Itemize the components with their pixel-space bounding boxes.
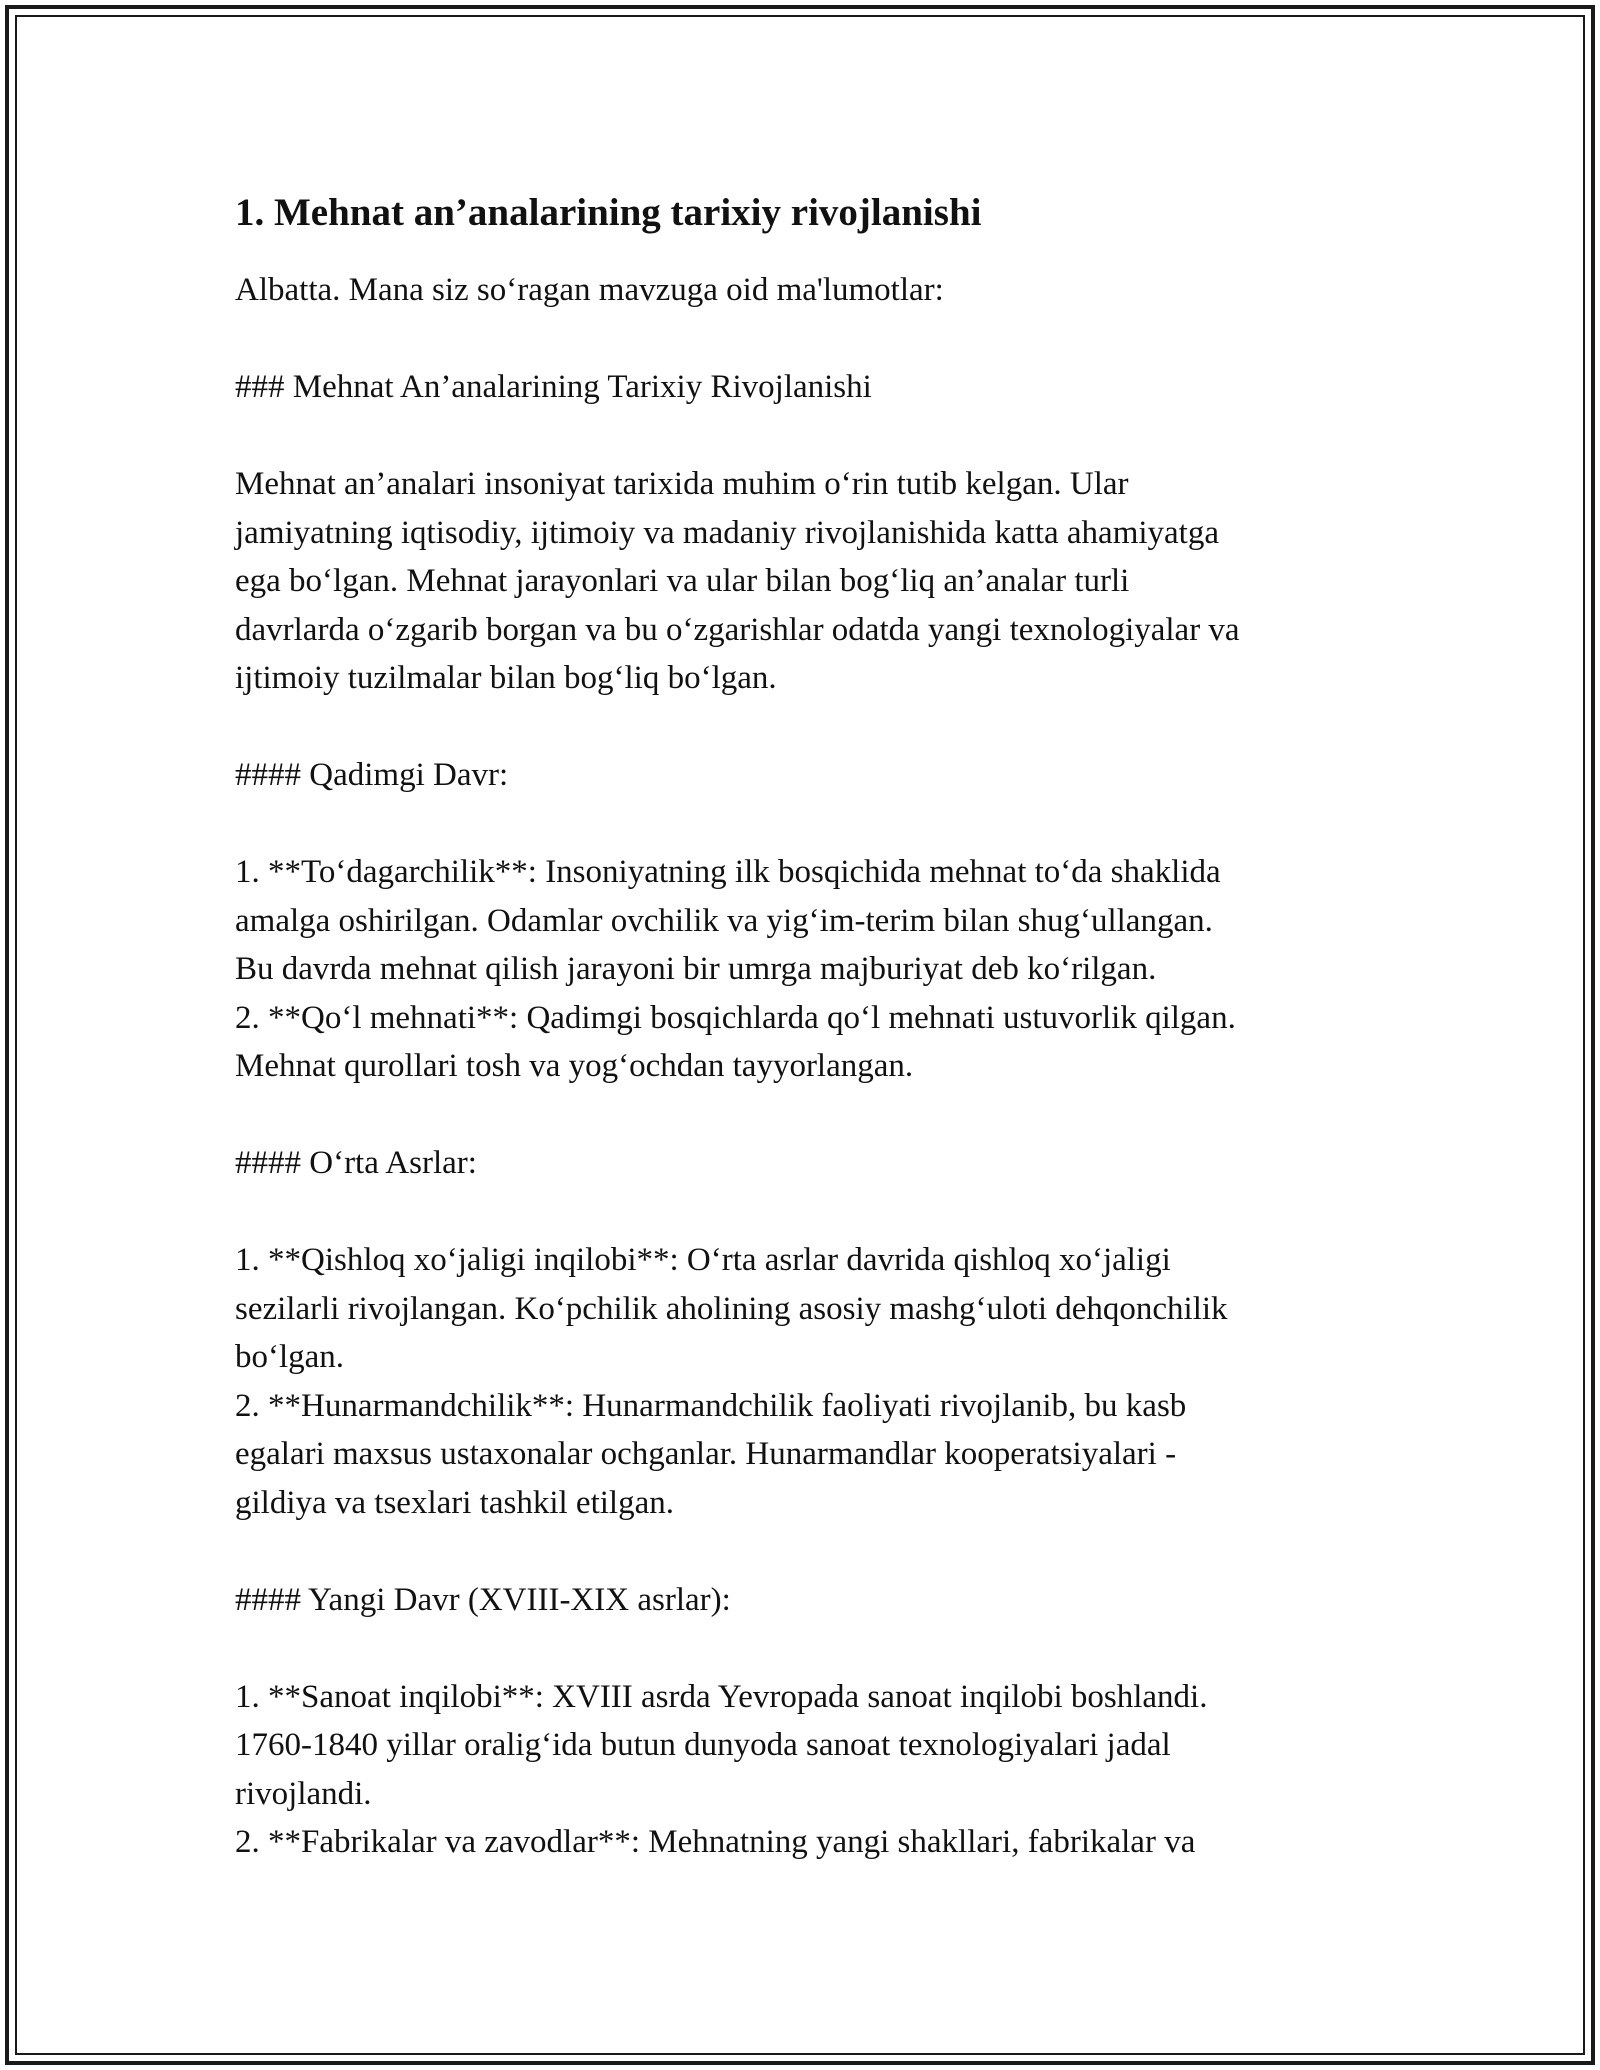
spacer — [235, 800, 1365, 849]
paragraph-line: ega bo‘lgan. Mehnat jarayonlari va ular bilan bog‘liq an’analar turli — [235, 563, 1130, 599]
section-line: 1. **To‘dagarchilik**: Insoniyatning ilk bosqichida mehnat to‘da shaklida — [235, 854, 1221, 890]
section-line: egalari maxsus ustaxonalar ochganlar. Hunarmandlar kooperatsiyalari - — [235, 1436, 1177, 1472]
spacer — [235, 412, 1365, 461]
section-heading: #### O‘rta Asrlar: — [235, 1145, 477, 1181]
paragraph-line: Mehnat an’analari insoniyat tarixida muhim o‘rin tutib kelgan. Ular — [235, 466, 1129, 502]
section-line: 2. **Hunarmandchilik**: Hunarmandchilik faoliyati rivojlanib, bu kasb — [235, 1387, 1187, 1424]
section-line: 1. **Qishloq xo‘jaligi inqilobi**: O‘rta asrlar davrida qishloq xo‘jaligi — [235, 1242, 1171, 1278]
document-body — [235, 180, 1365, 1867]
section-line: rivojlandi. — [235, 1775, 372, 1812]
intro-line: Albatta. Mana siz so‘ragan mavzuga oid ma'lumotlar: — [235, 272, 944, 308]
spacer — [235, 1188, 1365, 1237]
paragraph-line: jamiyatning iqtisodiy, ijtimoiy va madaniy rivojlanishida katta ahamiyatga — [235, 514, 1219, 551]
section-line: 1. **Sanoat inqilobi**: XVIII asrda Yevropada sanoat inqilobi boshlandi. — [235, 1678, 1208, 1715]
section-line: Mehnat qurollari tosh va yog‘ochdan tayyorlangan. — [235, 1048, 914, 1084]
section-line: 1760-1840 yillar oralig‘ida butun dunyoda sanoat texnologiyalari jadal — [235, 1727, 1171, 1763]
spacer — [235, 315, 1365, 364]
spacer — [235, 1091, 1365, 1140]
section-line: amalga oshirilgan. Odamlar ovchilik va yig‘im-terim bilan shug‘ullangan. — [235, 902, 1213, 939]
paragraph-line: davrlarda o‘zgarib borgan va bu o‘zgarishlar odatda yangi texnologiyalar va — [235, 611, 1240, 648]
spacer — [235, 1527, 1365, 1576]
paragraph-line: ijtimoiy tuzilmalar bilan bog‘liq bo‘lgan. — [235, 660, 777, 696]
intro-paragraph — [235, 460, 1365, 703]
section-line: Bu davrda mehnat qilish jarayoni bir umrga majburiyat deb ko‘rilgan. — [235, 951, 1157, 987]
section-line: sezilarli rivojlangan. Ko‘pchilik aholining asosiy mashg‘uloti dehqonchilik — [235, 1290, 1228, 1327]
section-line: 2. **Fabrikalar va zavodlar**: Mehnatning yangi shakllari, fabrikalar va — [235, 1824, 1196, 1860]
spacer — [235, 703, 1365, 752]
document-title: 1. Mehnat an’analarining tarixiy rivojlanishi — [235, 191, 982, 234]
section-heading: #### Qadimgi Davr: — [235, 757, 509, 793]
subheading-line: ### Mehnat An’analarining Tarixiy Rivojlanishi — [235, 369, 872, 405]
section-yangi-davr — [235, 1576, 1365, 1867]
spacer — [235, 1624, 1365, 1673]
section-line: bo‘lgan. — [235, 1339, 345, 1375]
section-line: 2. **Qo‘l mehnati**: Qadimgi bosqichlarda qo‘l mehnati ustuvorlik qilgan. — [235, 999, 1236, 1036]
section-heading: #### Yangi Davr (XVIII-XIX asrlar): — [235, 1581, 731, 1618]
section-qadimgi-davr — [235, 751, 1365, 1091]
section-orta-asrlar — [235, 1139, 1365, 1527]
section-line: gildiya va tsexlari tashkil etilgan. — [235, 1484, 674, 1521]
